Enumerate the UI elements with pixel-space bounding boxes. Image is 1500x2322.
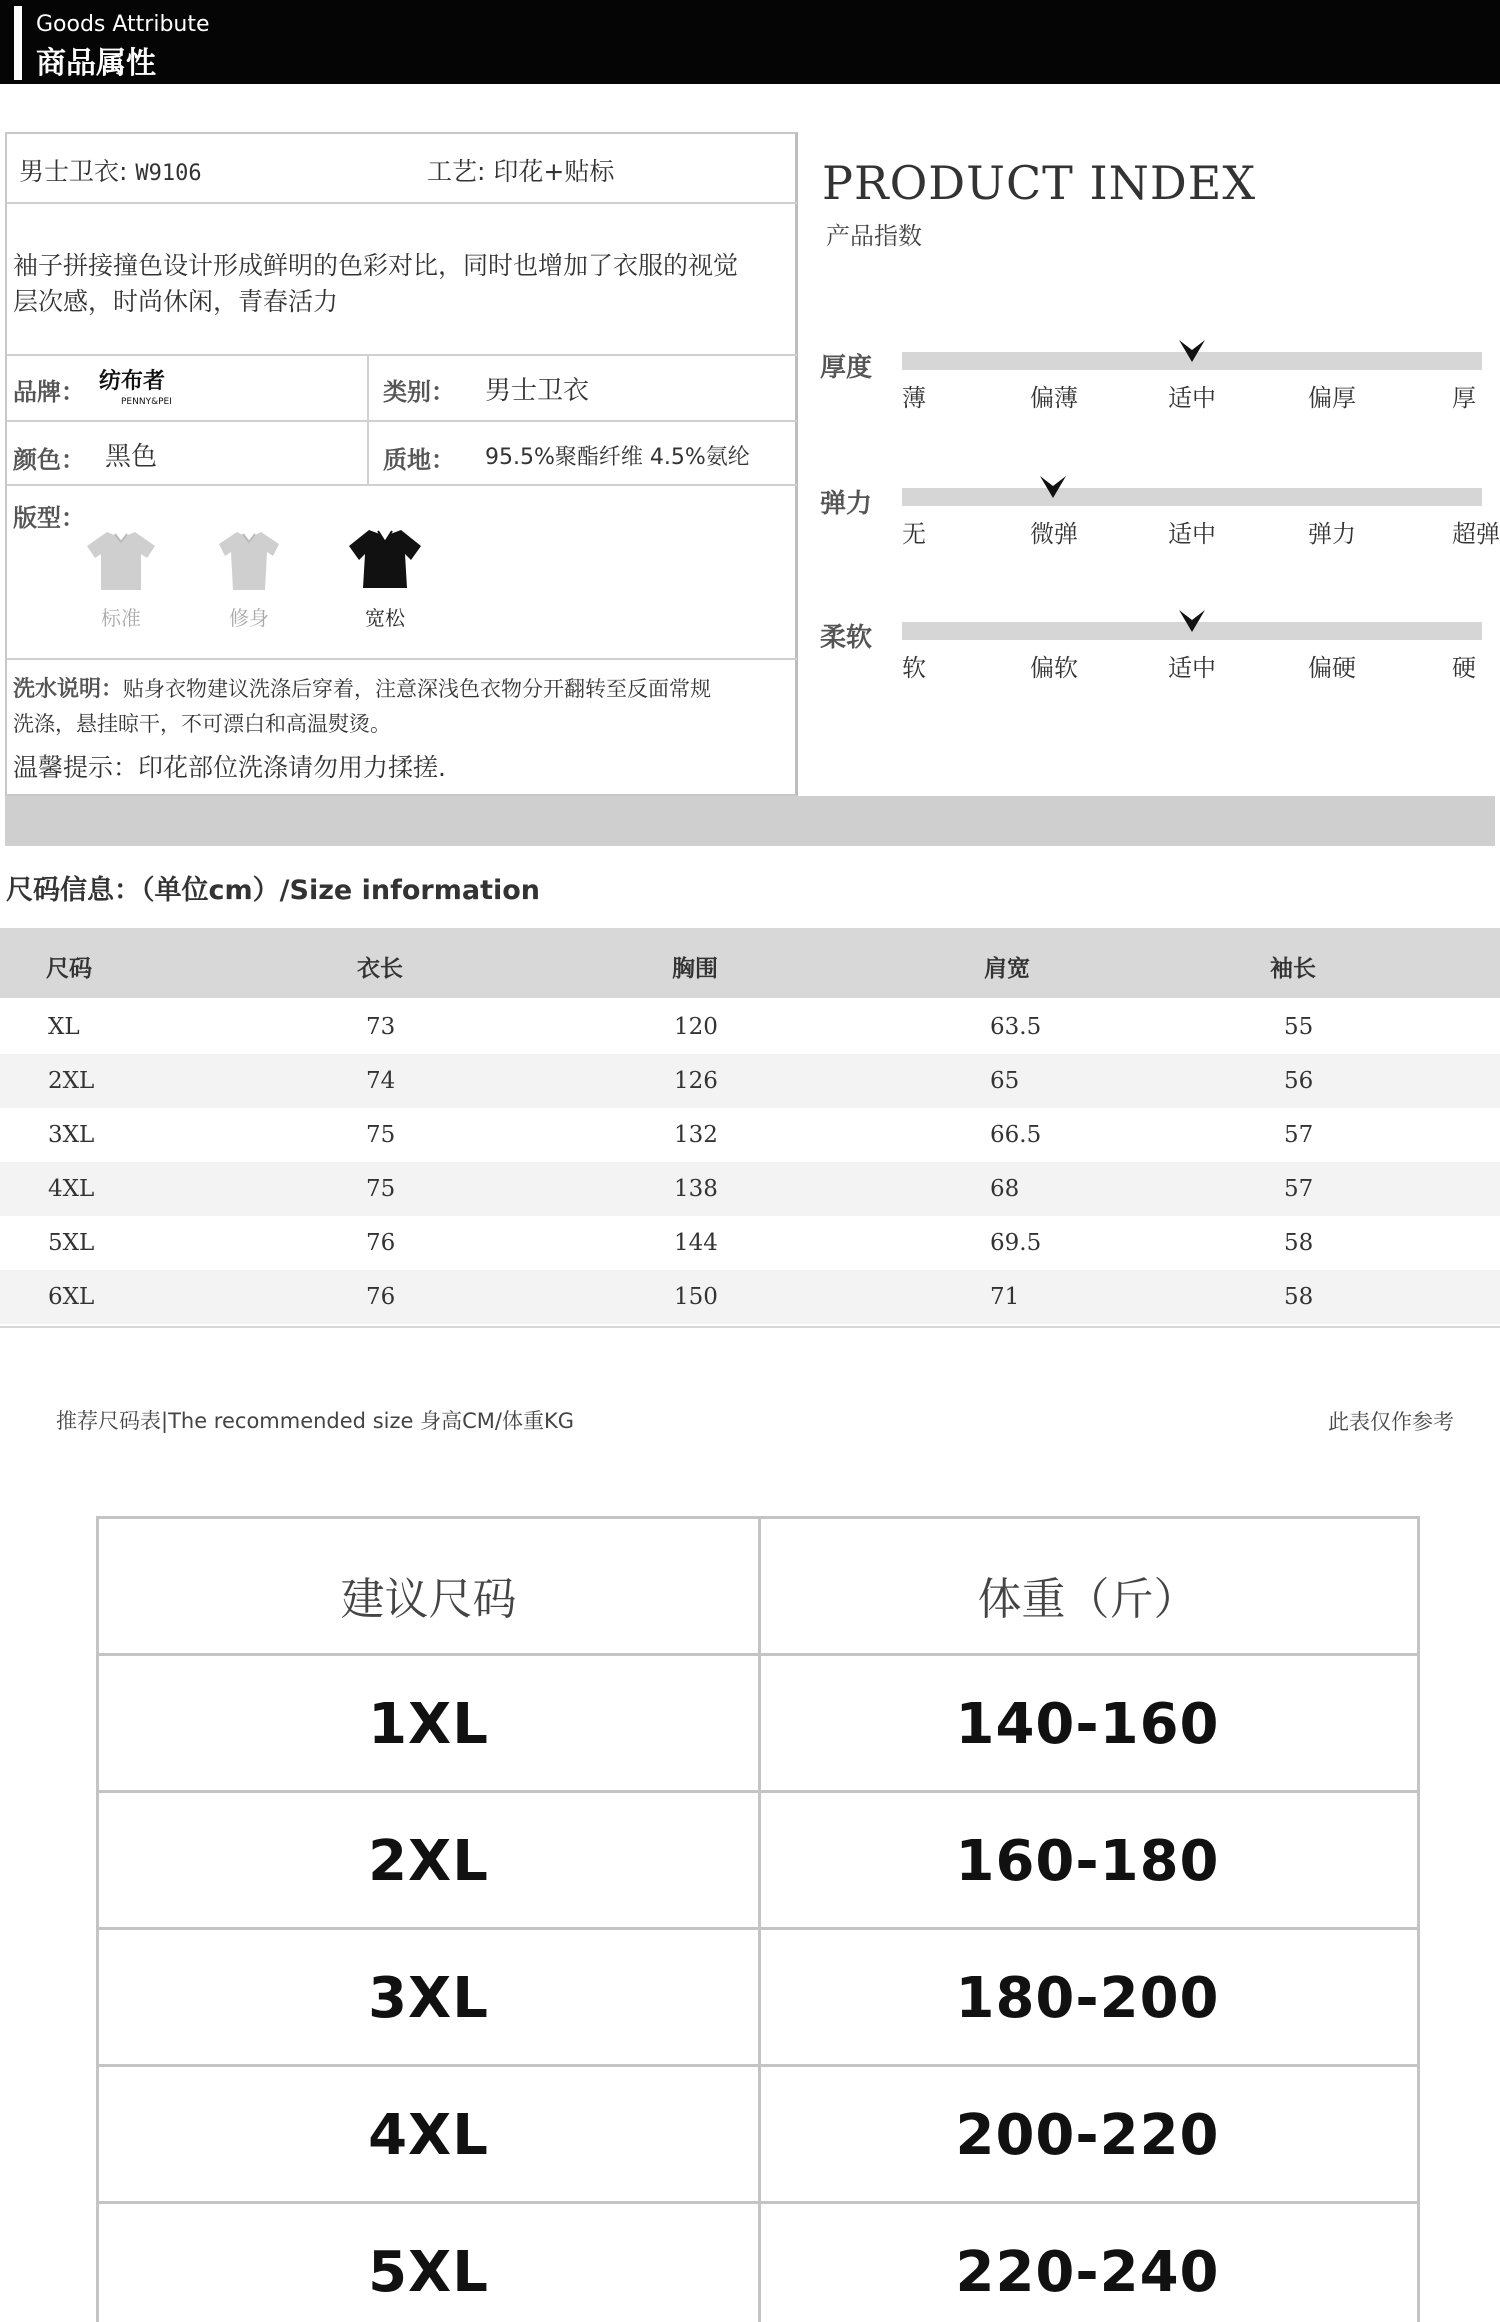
category-label: 类别： (383, 378, 455, 406)
description-line-2: 层次感，时尚休闲，青春活力 (13, 287, 339, 316)
index-tick-label: 适中 (1168, 520, 1216, 548)
attribute-panel (5, 132, 798, 796)
recommended-row (99, 1930, 1417, 2067)
rec-weight-cell: 220-240 (955, 2240, 1220, 2305)
index-tick-label: 偏薄 (1030, 384, 1078, 412)
rec-weight-header: 体重（斤） (977, 1574, 1198, 1625)
wash-row (13, 672, 711, 703)
size-col-header: 尺码 (46, 956, 92, 982)
brand-logo-text: 纺布者 (99, 369, 166, 394)
recommended-size-table (96, 1516, 1420, 2322)
index-tick-label: 偏厚 (1308, 384, 1356, 412)
fit-slim-label: 修身 (229, 606, 269, 630)
table-cell: 76 (366, 1230, 396, 1256)
rec-size-cell: 4XL (368, 2103, 489, 2168)
index-label: 厚度 (820, 353, 873, 383)
table-row (0, 1270, 1500, 1324)
table-cell: 71 (990, 1284, 1020, 1310)
size-info-title: 尺码信息：（单位cm）/Size information (6, 875, 541, 906)
brand-logo (99, 364, 172, 414)
reference-note: 此表仅作参考 (1328, 1410, 1454, 1434)
rec-weight-cell: 140-160 (955, 1692, 1220, 1757)
table-cell: 132 (674, 1122, 718, 1148)
table-cell: 58 (1284, 1284, 1314, 1310)
material-value: 95.5%聚酯纤维 4.5%氨纶 (485, 445, 750, 470)
table-row (0, 1108, 1500, 1162)
table-cell: 4XL (48, 1176, 95, 1202)
index-label: 弹力 (820, 489, 873, 519)
recommended-row (99, 2067, 1417, 2204)
recommended-caption: 推荐尺码表|The recommended size 身高CM/体重KG (56, 1409, 574, 1433)
divider (7, 484, 797, 486)
table-cell: 57 (1284, 1122, 1314, 1148)
index-bar (902, 488, 1482, 506)
material-label: 质地： (383, 446, 455, 474)
shirt-loose-icon (349, 526, 421, 590)
index-tick-label: 偏软 (1030, 654, 1078, 682)
category-value: 男士卫衣 (485, 376, 590, 406)
index-tick-label: 软 (902, 654, 926, 682)
sleeve-col-header: 袖长 (1270, 956, 1316, 982)
shoulder-col-header: 肩宽 (984, 956, 1030, 982)
table-cell: 65 (990, 1068, 1020, 1094)
shirt-standard-icon (85, 528, 157, 592)
index-tick-label: 适中 (1168, 654, 1216, 682)
recommended-header-row (99, 1519, 1417, 1656)
craft-label: 工艺: (427, 157, 486, 186)
table-cell: 57 (1284, 1176, 1314, 1202)
index-tick-label: 硬 (1452, 654, 1476, 682)
model-row (19, 152, 202, 188)
wash-label: 洗水说明： (13, 677, 124, 702)
index-tick-label: 厚 (1452, 384, 1476, 412)
index-marker-icon (1177, 336, 1207, 366)
recommended-row (99, 1793, 1417, 1930)
index-label: 柔软 (820, 623, 873, 653)
length-col-header: 衣长 (357, 956, 403, 982)
header-title-cn: 商品属性 (36, 46, 156, 81)
table-cell: XL (48, 1014, 80, 1040)
table-cell: 75 (366, 1176, 396, 1202)
divider (7, 658, 797, 660)
chest-col-header: 胸围 (672, 956, 718, 982)
table-cell: 2XL (48, 1068, 95, 1094)
wash-line-2: 洗涤，悬挂晾干，不可漂白和高温熨烫。 (13, 712, 391, 736)
table-cell: 58 (1284, 1230, 1314, 1256)
craft-value: 印花+贴标 (493, 157, 615, 186)
table-cell: 150 (674, 1284, 718, 1310)
table-cell: 120 (674, 1014, 718, 1040)
index-tick-label: 适中 (1168, 384, 1216, 412)
recommended-row (99, 2204, 1417, 2322)
rec-weight-cell: 160-180 (955, 1829, 1220, 1894)
shirt-slim-icon (213, 528, 285, 592)
table-cell: 138 (674, 1176, 718, 1202)
table-row (0, 1216, 1500, 1270)
fit-label: 版型： (13, 504, 85, 532)
table-cell: 68 (990, 1176, 1020, 1202)
table-cell: 74 (366, 1068, 396, 1094)
table-cell: 3XL (48, 1122, 95, 1148)
table-cell: 126 (674, 1068, 718, 1094)
table-row (0, 1054, 1500, 1108)
table-cell: 66.5 (990, 1122, 1042, 1148)
color-label: 颜色： (13, 446, 85, 474)
rec-size-cell: 2XL (368, 1829, 489, 1894)
table-row (0, 1000, 1500, 1054)
table-cell: 69.5 (990, 1230, 1042, 1256)
table-cell: 63.5 (990, 1014, 1042, 1040)
table-cell: 144 (674, 1230, 718, 1256)
table-cell: 6XL (48, 1284, 95, 1310)
rec-size-cell: 1XL (368, 1692, 489, 1757)
divider (7, 354, 797, 356)
index-marker-icon (1038, 472, 1068, 502)
table-cell: 76 (366, 1284, 396, 1310)
header-title-en: Goods Attribute (36, 12, 210, 37)
index-marker-icon (1177, 606, 1207, 636)
rec-size-cell: 5XL (368, 2240, 489, 2305)
fit-loose-label: 宽松 (365, 606, 405, 630)
wash-line-1: 贴身衣物建议洗涤后穿着，注意深浅色衣物分开翻转至反面常规 (123, 677, 712, 701)
section-header (0, 0, 1500, 84)
index-tick-label: 微弹 (1030, 520, 1078, 548)
brand-logo-sub: PENNY&PEI (121, 397, 172, 407)
size-table-bottom-border (0, 1326, 1500, 1328)
product-index-subtitle: 产品指数 (826, 222, 922, 250)
care-tip: 温馨提示：印花部位洗涤请勿用力揉搓. (13, 753, 446, 782)
rec-size-cell: 3XL (368, 1966, 489, 2031)
index-tick-label: 无 (902, 520, 926, 548)
index-tick-label: 偏硬 (1308, 654, 1356, 682)
divider (367, 356, 369, 484)
separator-band (5, 796, 1495, 846)
divider (7, 202, 797, 204)
rec-size-header: 建议尺码 (340, 1574, 517, 1625)
table-cell: 73 (366, 1014, 396, 1040)
table-cell: 75 (366, 1122, 396, 1148)
index-tick-label: 薄 (902, 384, 926, 412)
description-line-1: 袖子拼接撞色设计形成鲜明的色彩对比，同时也增加了衣服的视觉 (13, 251, 739, 280)
model-label: 男士卫衣: (19, 157, 128, 186)
rec-weight-cell: 200-220 (955, 2103, 1220, 2168)
fit-standard-label: 标准 (101, 606, 141, 630)
craft-row (427, 152, 614, 188)
index-tick-label: 超弹 (1452, 520, 1500, 548)
color-value: 黑色 (105, 442, 158, 472)
header-accent-bar (14, 6, 22, 80)
rec-weight-cell: 180-200 (955, 1966, 1220, 2031)
table-row (0, 1162, 1500, 1216)
model-value: W9106 (135, 161, 202, 186)
table-cell: 56 (1284, 1068, 1314, 1094)
table-cell: 5XL (48, 1230, 95, 1256)
index-tick-label: 弹力 (1308, 520, 1356, 548)
divider (7, 420, 797, 422)
brand-label: 品牌： (13, 378, 85, 406)
product-index-title: PRODUCT INDEX (822, 156, 1257, 210)
size-table-header (0, 928, 1500, 998)
recommended-row (99, 1656, 1417, 1793)
table-cell: 55 (1284, 1014, 1314, 1040)
